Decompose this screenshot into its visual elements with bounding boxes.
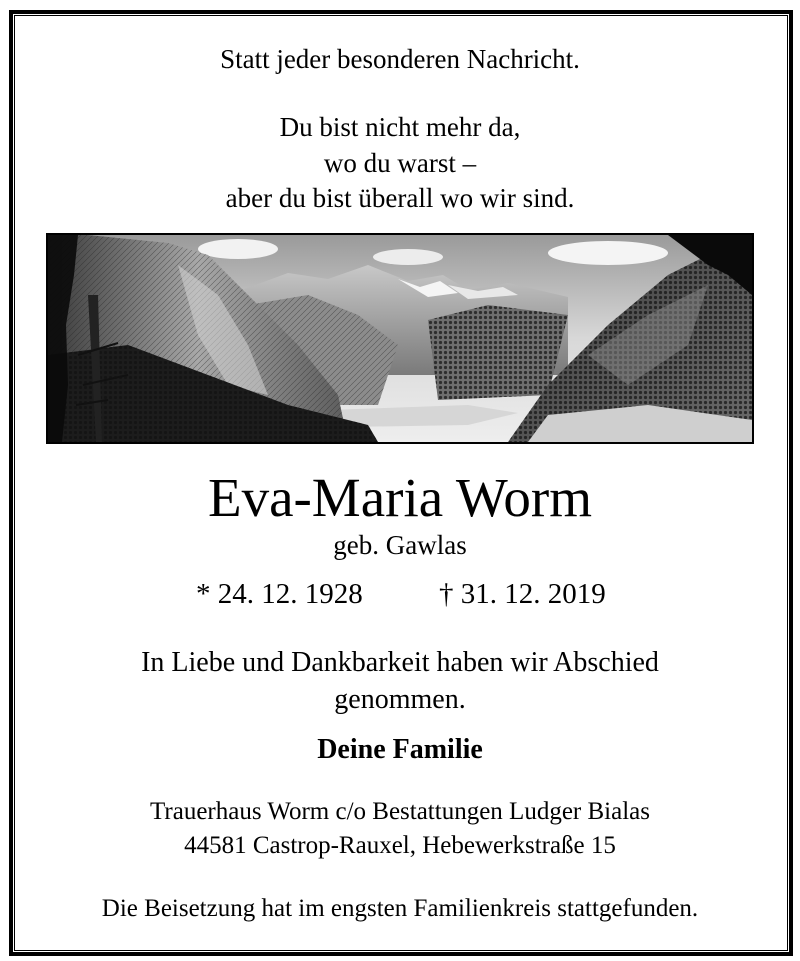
death-date: † 31. 12. 2019 <box>439 578 606 610</box>
farewell-line-1: In Liebe und Dankbarkeit haben wir Abschied <box>141 647 659 678</box>
maiden-name: geb. Gawlas <box>333 530 467 560</box>
birth-date: * 24. 12. 1928 <box>196 578 363 610</box>
mountain-landscape-icon <box>48 235 752 442</box>
farewell-line-2: genommen. <box>334 684 466 715</box>
deceased-name: Eva-Maria Worm <box>207 467 592 528</box>
mountain-valley-photo <box>46 233 754 444</box>
poem-line-2: wo du warst – <box>323 148 477 178</box>
poem-line-3: aber du bist überall wo wir sind. <box>225 183 575 213</box>
poem-line-1: Du bist nicht mehr da, <box>279 112 521 142</box>
address-line-1: Trauerhaus Worm c/o Bestattungen Ludger Bialas <box>150 798 650 825</box>
family-signature: Deine Familie <box>317 734 483 765</box>
address-line-2: 44581 Castrop-Rauxel, Hebewerkstraße 15 <box>184 832 616 859</box>
burial-note: Die Beisetzung hat im engsten Familienkreis stattgefunden. <box>101 895 699 922</box>
intro-line: Statt jeder besonderen Nachricht. <box>220 44 580 74</box>
